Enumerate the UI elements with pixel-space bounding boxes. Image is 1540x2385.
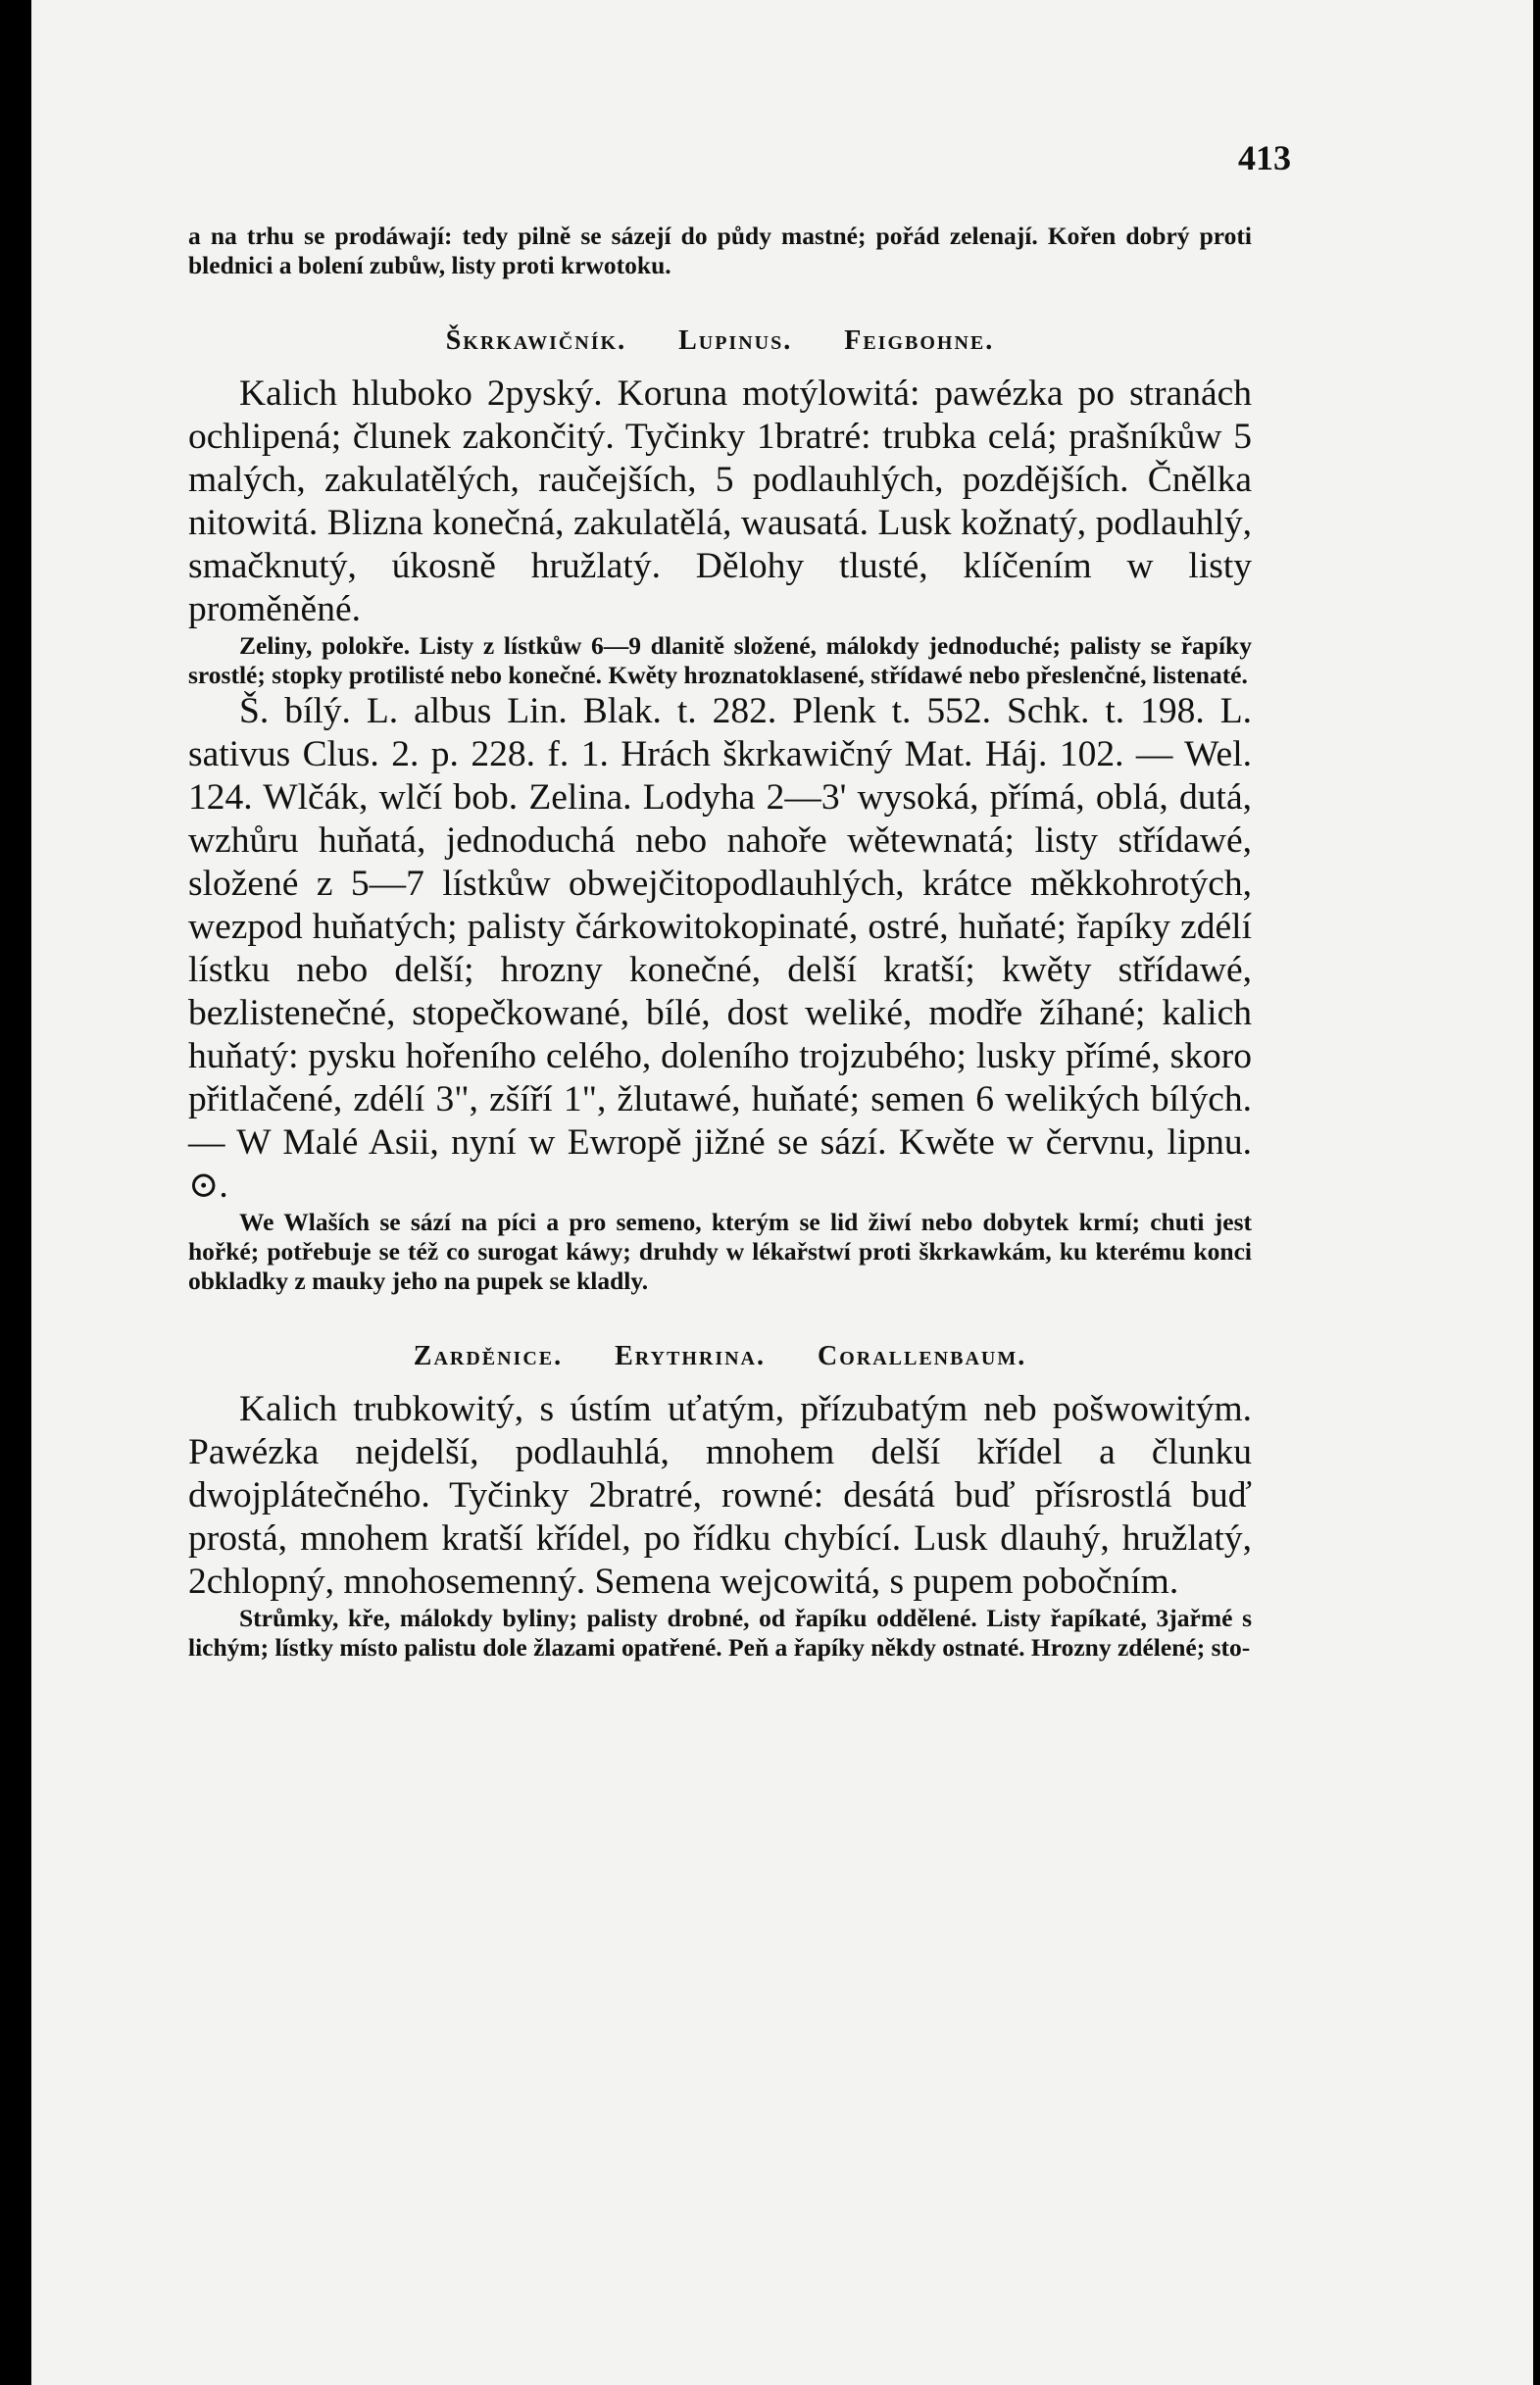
heading-german: Feigbohne. — [844, 325, 995, 356]
heading-czech: Zarděnice. — [413, 1341, 564, 1371]
page-number: 413 — [1238, 138, 1291, 177]
heading-latin: Erythrina. — [615, 1341, 766, 1371]
heading-german: Corallenbaum. — [818, 1341, 1027, 1371]
genus-note: Strůmky, kře, málokdy byliny; palisty drobné, od řapíku oddělené. Listy řapíkaté, 3jařmé s lichým; lístky místo palistu dole žlazami opatřené. Peň a řapíky někdy ostnaté. Hrozny zdélené; sto- — [188, 1604, 1252, 1662]
species-usage: We Wlaších se sází na píci a pro semeno, kterým se lid žiwí nebo dobytek krmí; chuti jest hořké; potřebuje se též co surogat káwy; druhdy w lékařstwí proti škrkawkám, ku kterému konci obkladky z mauky jeho na pupek se kladly. — [188, 1208, 1252, 1295]
heading-czech: Škrkawičník. — [445, 325, 627, 356]
heading-latin: Lupinus. — [678, 325, 793, 356]
book-page — [31, 0, 1533, 2385]
section-heading-erythrina — [188, 1341, 1252, 1372]
genus-description: Kalich trubkowitý, s ústím uťatým, přízubatým neb pošwowitým. Pawézka nejdelší, podlauhlá, mnohem delší křídel a člunku dwojplátečného. Tyčinky 2bratré, rowné: desátá buď přísrostlá buď prostá, mnohem kratší křídel, po řídku chybící. Lusk dlauhý, hružlatý, 2chlopný, mnohosemenný. Semena wejcowitá, s pupem pobočním. — [188, 1389, 1252, 1602]
page-content — [188, 127, 1291, 1663]
top-note: a na trhu se prodáwají: tedy pilně se sázejí do půdy mastné; pořád zelenají. Kořen dobrý proti blednici a bolení zubůw, listy proti krwotoku. — [188, 222, 1252, 279]
species-description: Š. bílý. L. albus Lin. Blak. t. 282. Plenk t. 552. Schk. t. 198. L. sativus Clus. 2. p. 228. f. 1. Hrách škrkawičný Mat. Háj. 102. — Wel. 124. Wlčák, wlčí bob. Zelina. Lodyha 2—3' wysoká, přímá, oblá, dutá, wzhůru huňatá, jednoduchá nebo nahoře wětewnatá; listy střídawé, složené z 5—7 lístkůw obwejčitopodlauhlých, krátce měkkohrotých, wezpod huňatých; palisty čárkowitokopinaté, ostré, huňaté; řapíky zdélí lístku nebo delší; hrozny konečné, delší kratší; kwěty střídawé, bezlistenečné, stopečkowané, bílé, dost weliké, modře žíhané; kalich huňatý: pysku hořeního celého, doleního trojzubého; lusky přímé, skoro přitlačené, zdélí 3", zšíří 1", žlutawé, huňaté; semen 6 welikých bílých. — W Malé Asii, nyní w Ewropě jižné se sází. Kwěte w červnu, lipnu. ⊙. — [188, 691, 1252, 1206]
genus-note: Zeliny, polokře. Listy z lístkůw 6—9 dlanitě složené, málokdy jednoduché; palisty se řapíky srostlé; stopky protilisté nebo konečné. Kwěty hroznatoklasené, střídawé nebo přeslenčné, listenaté. — [188, 631, 1252, 689]
genus-description: Kalich hluboko 2pyský. Koruna motýlowitá: pawézka po stranách ochlipená; člunek zakončitý. Tyčinky 1bratré: trubka celá; prašníkůw 5 malých, zakulatělých, raučejších, 5 podlauhlých, pozdějších. Čnělka nitowitá. Blizna konečná, zakulatělá, wausatá. Lusk kožnatý, podlauhlý, smačknutý, úkosně hružlatý. Dělohy tlusté, klíčením w listy proměněné. — [188, 373, 1252, 629]
section-heading-lupinus — [188, 325, 1252, 357]
